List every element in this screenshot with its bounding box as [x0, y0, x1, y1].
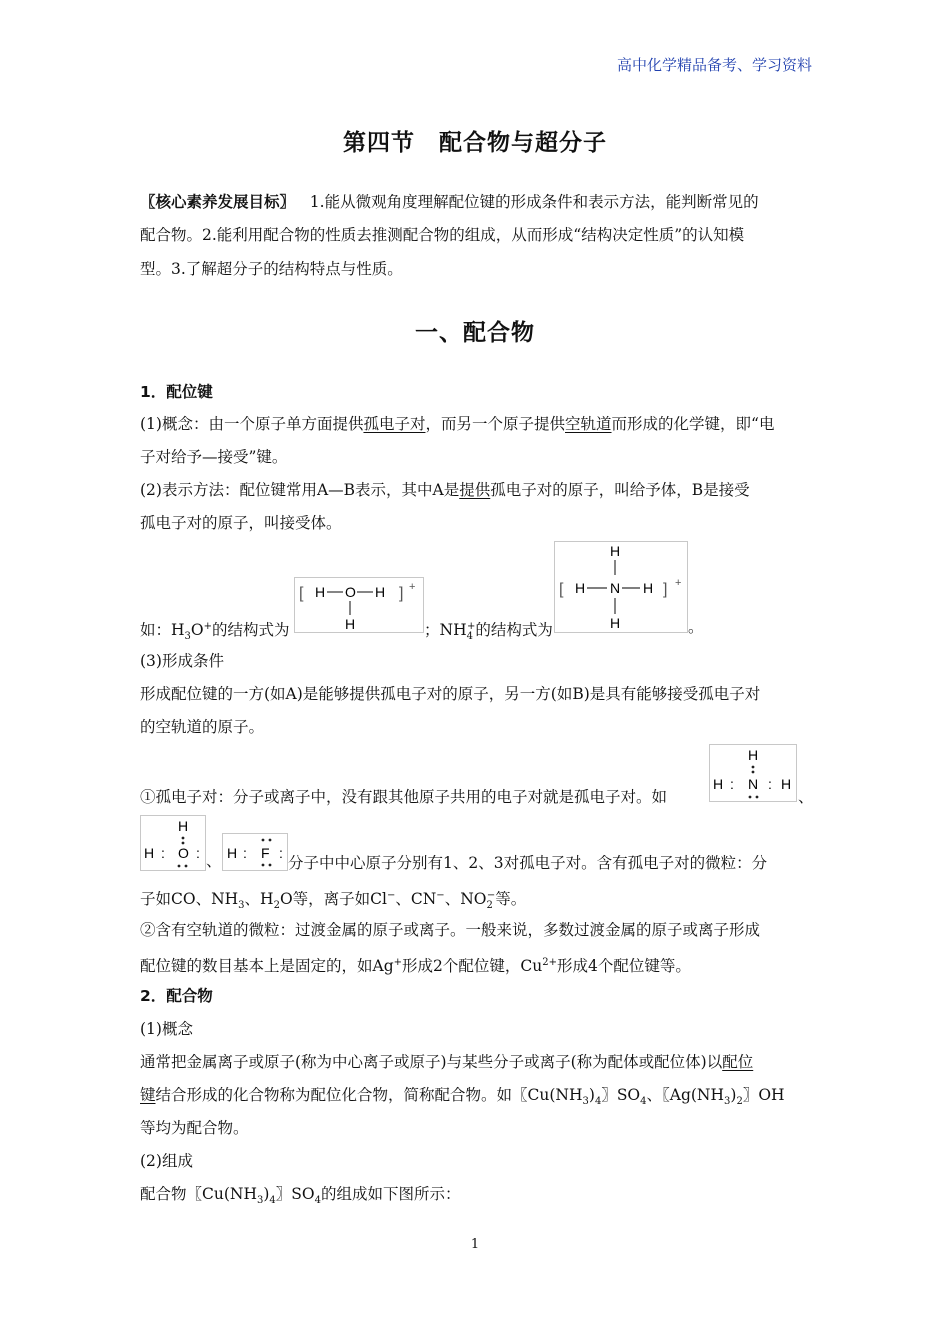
text: O — [190, 621, 204, 639]
header-note: 高中化学精品备考、学习资料 — [616, 56, 812, 74]
text: 形成4个配位键等。 — [556, 957, 691, 975]
text: 的结构式为 — [475, 621, 553, 639]
atom-h-left: H — [713, 776, 724, 792]
bracket-left: [ — [299, 585, 304, 602]
section-title: 第四节 配合物与超分子 — [343, 130, 607, 156]
superscript: 2+ — [542, 957, 557, 968]
text: ) — [588, 1086, 595, 1104]
text: 配合物〖Cu(NH — [140, 1185, 257, 1203]
text: 〗OH — [742, 1086, 785, 1104]
text: 孤电子对的原子，叫给予体，B是接受 — [490, 481, 750, 499]
s1-cond-heading: (3)形成条件 — [140, 652, 224, 670]
objectives-text-1: 1.能从微观角度理解配位键的形成条件和表示方法，能判断常见的 — [309, 193, 759, 211]
subscript: 3 — [582, 1096, 589, 1107]
text: 如：H — [140, 621, 185, 639]
text: 〗SO — [601, 1086, 641, 1104]
atom-h-left: H — [315, 584, 326, 600]
text: ) — [730, 1086, 737, 1104]
superscript: + — [393, 957, 403, 968]
objectives-line-1 — [140, 191, 814, 213]
s2-comp-line — [140, 1183, 814, 1212]
atom-h-top: H — [610, 543, 621, 559]
text: O等，离子如Cl — [279, 890, 387, 908]
h2o-lewis-figure — [140, 815, 206, 871]
s2-concept-line-3: 等均为配合物。 — [140, 1119, 249, 1137]
text: 的结构式为 — [212, 621, 290, 639]
text: 、CN — [395, 890, 437, 908]
objectives-line-3: 型。3.了解超分子的结构特点与性质。 — [140, 260, 403, 278]
bond-colon-left: : — [161, 845, 165, 861]
text: 子如CO、NH — [140, 890, 239, 908]
charge-plus: + — [409, 581, 416, 593]
underline-bond: 键 — [140, 1086, 156, 1104]
atom-h: H — [227, 845, 238, 861]
superscript: + — [203, 621, 213, 632]
subscript: 2 — [486, 900, 493, 911]
s1-heading: 1．配位键 — [140, 383, 213, 401]
text: 等。 — [495, 890, 527, 908]
underline-lone-pair: 孤电子对 — [363, 415, 426, 433]
s1-concept-line-1 — [140, 413, 814, 435]
text: 配位键的数目基本上是固定的，如Ag — [140, 957, 394, 975]
s1-example-nh4-text — [424, 616, 554, 648]
h3o-structure-figure — [294, 577, 424, 633]
sep: 、 — [206, 852, 222, 870]
bracket-left: [ — [559, 581, 564, 598]
atom-o: O — [178, 845, 189, 861]
text: 〗SO — [275, 1185, 315, 1203]
atom-h-bottom: H — [610, 615, 621, 631]
text: ，而另一个原子提供 — [425, 415, 565, 433]
atom-h-right: H — [375, 584, 386, 600]
superscript: + — [466, 621, 476, 632]
underline-provide: 提供 — [459, 481, 491, 499]
s1-repr-line-1 — [140, 479, 814, 501]
s1-cond-line-1: 形成配位键的一方(如A)是能够提供孤电子对的原子，另一方(如B)是具有能够接受孤电子对 — [140, 685, 761, 703]
lone-colon-right: : — [196, 845, 200, 861]
bond-colon-right: : — [768, 776, 772, 792]
s1-cond-line-2: 的空轨道的原子。 — [140, 718, 265, 736]
text: 的组成如下图所示： — [321, 1185, 461, 1203]
subscript: 2 — [736, 1096, 743, 1107]
text: 、NO — [444, 890, 487, 908]
lone-colon-right: : — [279, 845, 283, 861]
nh3-lewis-figure — [709, 744, 797, 802]
atom-h-right: H — [781, 776, 792, 792]
subscript: 3 — [238, 900, 245, 911]
s1-lone-pair-line-2: 分子中中心原子分别有1、2、3对孤电子对。含有孤电子对的微粒：分 — [288, 854, 768, 872]
atom-n: N — [748, 776, 759, 792]
objectives-label: 〖核心素养发展目标〗 — [140, 193, 296, 211]
atom-h-top: H — [748, 747, 759, 763]
s1-concept-line-2: 子对给予—接受”键。 — [140, 448, 288, 466]
text: (1)概念：由一个原子单方面提供 — [140, 415, 364, 433]
s1-species-line — [140, 885, 814, 917]
text: 形成2个配位键，Cu — [402, 957, 543, 975]
atom-n: N — [610, 580, 621, 596]
atom-h-left: H — [144, 845, 155, 861]
bond-colon: : — [243, 845, 247, 861]
superscript: − — [436, 890, 445, 901]
text: 通常把金属离子或原子(称为中心离子或原子)与某些分子或离子(称为配体或配位体)以 — [140, 1053, 723, 1071]
s2-concept-heading: (1)概念 — [140, 1020, 193, 1038]
hf-lewis-figure — [222, 833, 288, 871]
s1-empty-orbital-line-1: ②含有空轨道的微粒：过渡金属的原子或离子。一般来说，多数过渡金属的原子或离子形成 — [140, 921, 761, 939]
subscript: 3 — [184, 631, 191, 642]
subscript: 3 — [724, 1096, 731, 1107]
sep: 、 — [798, 788, 814, 806]
subscript: 4 — [640, 1096, 647, 1107]
subscript: 4 — [269, 1195, 276, 1206]
underline-coordinate: 配位 — [722, 1053, 754, 1071]
s2-heading: 2．配合物 — [140, 987, 213, 1005]
s1-lone-pair-line: ①孤电子对：分子或离子中，没有跟其他原子共用的电子对就是孤电子对。如 — [140, 788, 668, 806]
superscript: − — [486, 890, 496, 901]
charge-plus: + — [675, 577, 682, 589]
s2-concept-line-2 — [140, 1084, 814, 1113]
text: ) — [263, 1185, 270, 1203]
nh4-structure-figure — [554, 541, 688, 633]
text: ；NH — [424, 621, 467, 639]
subscript: 4 — [594, 1096, 602, 1107]
s1-repr-line-2: 孤电子对的原子，叫接受体。 — [140, 514, 342, 532]
s2-concept-line-1 — [140, 1051, 814, 1073]
subscript: 2 — [273, 900, 280, 911]
page-number: 1 — [470, 1237, 480, 1252]
text: 结合形成的化合物称为配位化合物，简称配合物。如〖Cu(NH — [155, 1086, 583, 1104]
subscript: 4 — [466, 631, 473, 642]
text: 而形成的化学键，即“电 — [611, 415, 775, 433]
atom-f: F — [261, 845, 270, 861]
underline-empty-orbital: 空轨道 — [565, 415, 612, 433]
objectives-line-2: 配合物。2.能利用配合物的性质去推测配合物的组成，从而形成“结构决定性质”的认知模 — [140, 226, 745, 244]
s1-empty-orbital-line-2 — [140, 952, 814, 977]
subscript: 3 — [256, 1195, 264, 1206]
text: (2)表示方法：配位键常用A—B表示，其中A是 — [140, 481, 460, 499]
atom-h-right: H — [643, 580, 654, 596]
atom-h-bottom: H — [345, 616, 356, 632]
bracket-right: ] — [663, 581, 668, 598]
s1-example-end: 。 — [688, 618, 704, 636]
bond-colon-left: : — [730, 776, 734, 792]
atom-h-left: H — [575, 580, 586, 596]
atom-o: O — [345, 584, 356, 600]
superscript: − — [386, 890, 396, 901]
text: 、〖Ag(NH — [646, 1086, 725, 1104]
subscript: 4 — [314, 1195, 321, 1206]
part-title: 一、配合物 — [415, 320, 535, 346]
atom-h-top: H — [178, 818, 189, 834]
s2-comp-heading: (2)组成 — [140, 1152, 193, 1170]
bracket-right: ] — [399, 585, 404, 602]
text: 、H — [244, 890, 274, 908]
